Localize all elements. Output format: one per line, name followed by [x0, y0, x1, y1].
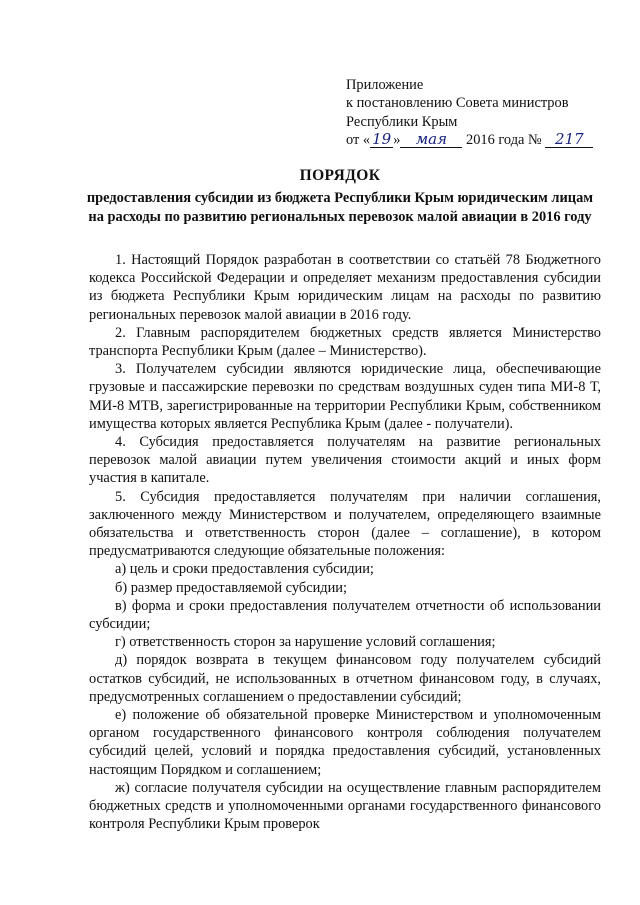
appendix-line-3: Республики Крым — [346, 113, 458, 130]
item-d: д) порядок возврата в текущем финансовом году получателем субсидий остатков субсидий, не использованных в отчетном финансовом году, в случаях, предусмотренных соглашением о предоставлении субсидий; — [89, 652, 601, 705]
paragraph-5: 5. Субсидия предоставляется получателям при наличии соглашения, заключенного между Министерством и получателем, определяющего взаимные обязательства и ответственность сторон (далее – соглашение), в котором предусматриваются следующие обязательные положения: — [89, 488, 601, 560]
appendix-line-1: Приложение — [346, 77, 424, 93]
document-body — [89, 251, 601, 834]
item-e: е) положение об обязательной проверке Министерством и уполномоченным органом государственного финансового контроля соблюдения получателем субсидий целей, условий и порядка предоставления субсидий, установленных настоящим Порядком и соглашением; — [89, 707, 601, 778]
paragraph-1: 1. Настоящий Порядок разработан в соответствии со статьёй 78 Бюджетного кодекса Российской Федерации и определяет механизм предоставления субсидии из бюджета Республики Крым юридическим лицам на расходы по развитию региональных перевозок малой авиации в 2016 году. — [89, 252, 601, 323]
item-v: в) форма и сроки предоставления получателем отчетности об использовании субсидии; — [89, 597, 601, 633]
item-g: г) ответственность сторон за нарушение условий соглашения; — [115, 634, 496, 651]
appendix-line-2: к постановлению Совета министров — [346, 95, 569, 112]
date-day: 19 — [372, 129, 392, 148]
document-number: 217 — [545, 132, 593, 148]
document-title — [80, 167, 600, 226]
appendix-block — [346, 76, 626, 149]
paragraph-3: 3. Получателем субсидии являются юридические лица, обеспечивающие грузовые и пассажирские перевозки по средствам воздушных суден типа МИ-8 Т, МИ-8 МТВ, зарегистрированные на территории Республики Крым, собственником имущества которых является Республика Крым (далее - получатели). — [89, 361, 601, 432]
date-close-quote: » — [393, 131, 401, 148]
date-month: мая — [400, 132, 462, 148]
title-subtitle: предоставления субсидии из бюджета Республики Крым юридическим лицам на расходы по развитию региональных перевозок малой авиации в 2016 году — [86, 190, 594, 225]
appendix-date-line — [346, 131, 626, 149]
item-a: а) цель и сроки предоставления субсидии; — [115, 561, 374, 578]
date-prefix: от « — [346, 131, 371, 148]
date-year-text: 2016 года № — [466, 131, 542, 148]
paragraph-4: 4. Субсидия предоставляется получателям на развитие региональных перевозок малой авиации путем увеличения стоимости акций и иных форм участия в капитале. — [89, 434, 601, 487]
item-b: б) размер предоставляемой субсидии; — [115, 579, 347, 596]
item-zh: ж) согласие получателя субсидии на осуществление главным распорядителем бюджетных средств и уполномоченными органами государственного финансового контроля Республики Крым проверок — [89, 779, 601, 833]
paragraph-2: 2. Главным распорядителем бюджетных средств является Министерство транспорта Республики Крым (далее – Министерство). — [89, 324, 601, 360]
title-heading: ПОРЯДОК — [299, 167, 381, 184]
